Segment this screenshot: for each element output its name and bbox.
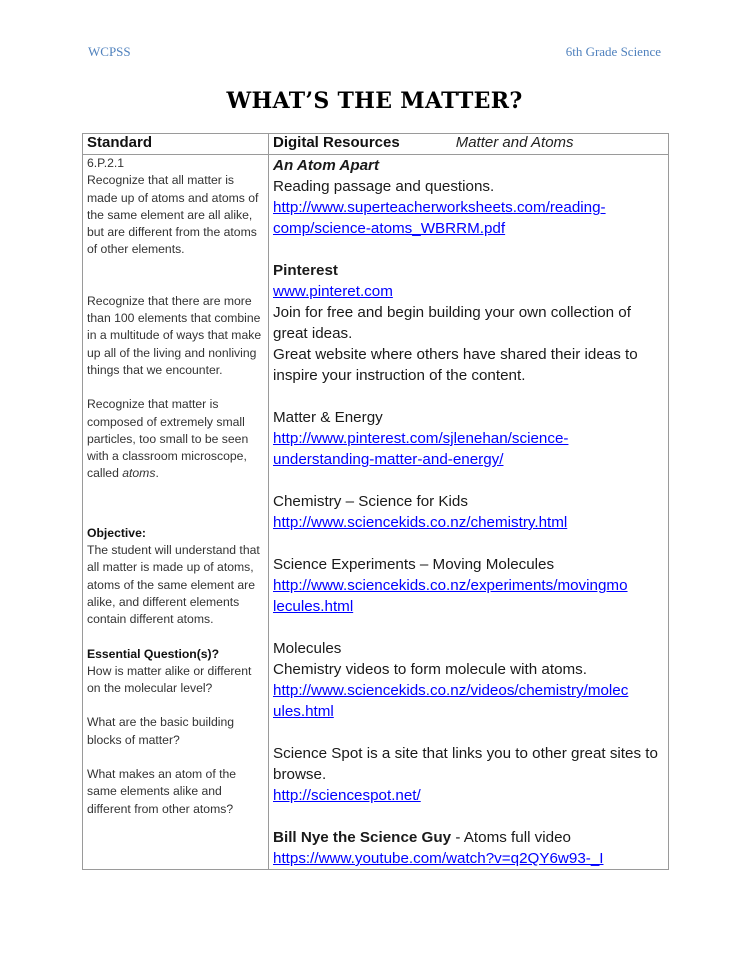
resource-bill-nye-title: Bill Nye the Science Guy - Atoms full video	[273, 829, 571, 846]
resource-atom-apart-title: An Atom Apart	[273, 157, 380, 174]
standard-code: 6.P.2.1	[87, 156, 125, 170]
resources-cell	[269, 155, 669, 870]
resource-pinterest-title: Pinterest	[273, 262, 338, 279]
resource-molecules-link[interactable]: http://www.sciencekids.co.nz/videos/chemistry/molec ules.html	[273, 682, 629, 720]
resource-matter-energy-link[interactable]: http://www.pinterest.com/sjlenehan/science- understanding-matter-and-energy/	[273, 430, 569, 468]
standard-paragraph-1: Recognize that all matter is made up of atoms and atoms of the same element are all alike, but are different from the atoms of other elements.	[87, 173, 259, 257]
resource-molecules-desc: Chemistry videos to form molecule with atoms.	[273, 661, 587, 678]
resource-science-spot-desc: Science Spot is a site that links you to other great sites to browse.	[273, 745, 658, 783]
resource-moving-molecules-link[interactable]: http://www.sciencekids.co.nz/experiments/movingmo lecules.html	[273, 577, 628, 615]
resource-bill-nye-link[interactable]: https://www.youtube.com/watch?v=q2QY6w93-_I	[273, 850, 604, 867]
standard-header: Standard	[83, 134, 269, 155]
header-org: WCPSS	[88, 44, 131, 59]
resource-chemistry-kids-title: Chemistry – Science for Kids	[273, 493, 468, 510]
resources-header	[269, 134, 669, 155]
page-title: WHAT’S THE MATTER?	[226, 88, 523, 114]
header-course: 6th Grade Science	[565, 44, 661, 59]
resource-matter-energy-title: Matter & Energy	[273, 409, 383, 426]
page-header	[88, 44, 661, 64]
resource-pinterest-link[interactable]: www.pinteret.com	[273, 283, 393, 300]
resource-chemistry-kids-link[interactable]: http://www.sciencekids.co.nz/chemistry.html	[273, 514, 568, 531]
essential-questions-label: Essential Question(s)?	[87, 646, 220, 661]
resource-moving-molecules-title: Science Experiments – Moving Molecules	[273, 556, 555, 573]
standard-paragraph-3: Recognize that matter is composed of extremely small particles, too small to be seen with a classroom microscope, called atoms.	[87, 397, 249, 481]
table-body-row	[83, 155, 669, 870]
essential-question-3: What makes an atom of the same elements alike and different from other atoms?	[87, 767, 237, 816]
table-header-row	[83, 134, 669, 155]
resource-atom-apart-desc: Reading passage and questions.	[273, 178, 495, 195]
essential-question-2: What are the basic building blocks of matter?	[87, 715, 235, 747]
resource-atom-apart-link[interactable]: http://www.superteacherworksheets.com/reading- comp/science-atoms_WBRRM.pdf	[273, 199, 606, 237]
essential-question-1: How is matter alike or different on the molecular level?	[87, 663, 252, 696]
objective-label: Objective:	[87, 525, 146, 540]
standards-table	[82, 133, 669, 870]
objective-text: The student will understand that all matter is made up of atoms, atoms of the same element are alike, and different elements contain different atoms.	[87, 543, 260, 627]
standard-cell	[83, 155, 269, 870]
resources-header-label: Digital Resources	[273, 134, 400, 151]
standard-paragraph-2: Recognize that there are more than 100 elements that combine in a multitude of ways that make up all of the living and nonliving things that we encounter.	[87, 293, 262, 377]
resource-molecules-title: Molecules	[273, 640, 342, 657]
resource-pinterest-desc-2: Great website where others have shared their ideas to inspire your instruction of the content.	[273, 346, 638, 384]
resources-topic: Matter and Atoms	[455, 134, 574, 151]
resource-pinterest-desc-1: Join for free and begin building your own collection of great ideas.	[273, 304, 631, 342]
resource-science-spot-link[interactable]: http://sciencespot.net/	[273, 787, 421, 804]
